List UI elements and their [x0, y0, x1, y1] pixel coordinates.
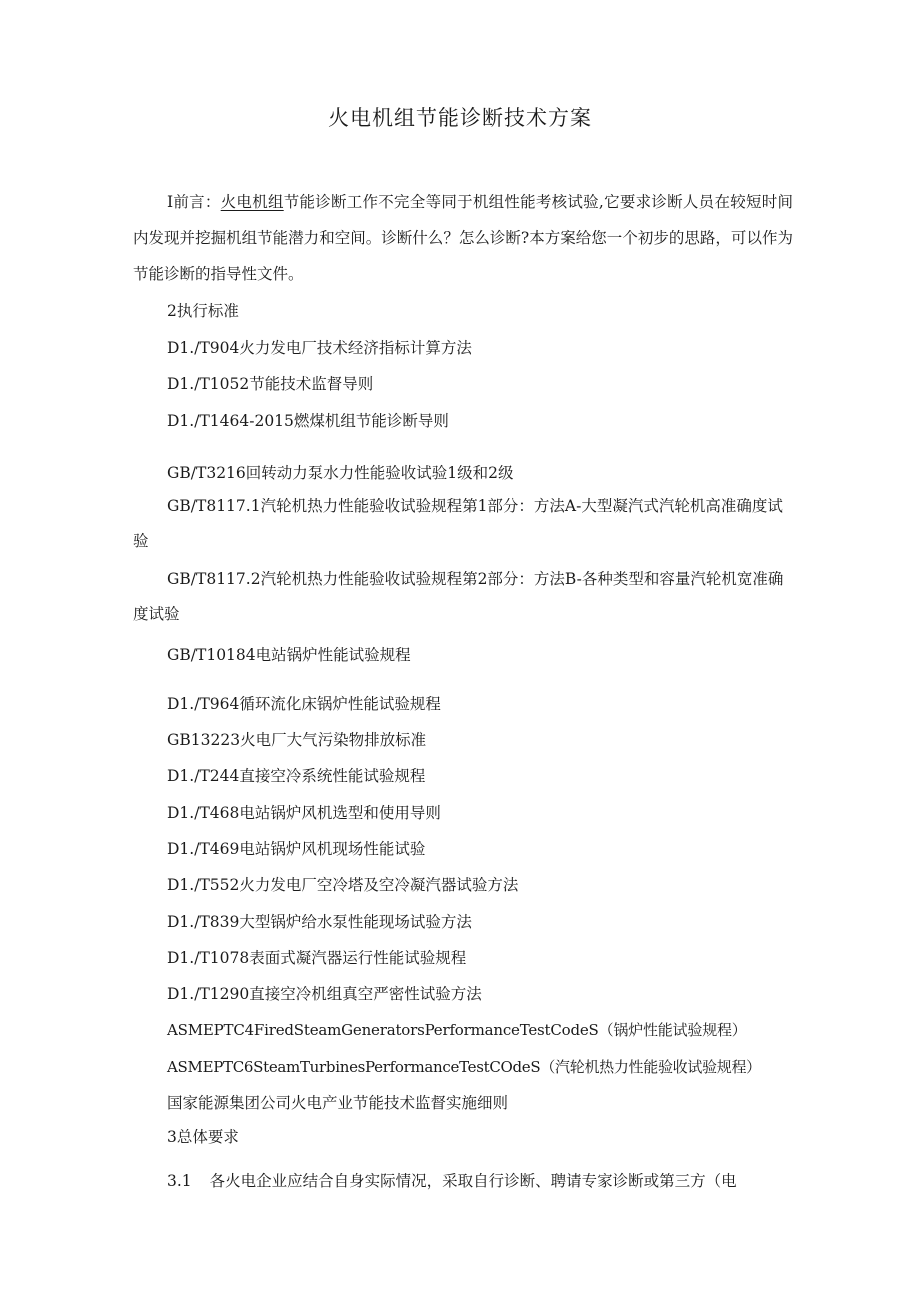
- clause-number: 3.1: [167, 1172, 192, 1190]
- standard-item: GB/T10184电站锅炉性能试验规程: [167, 646, 411, 664]
- standard-item: D1./T1464-2015燃煤机组节能诊断导则: [167, 412, 449, 430]
- standard-item: GB13223火电厂大气污染物排放标准: [167, 731, 427, 749]
- standard-item: ASMEPTC6SteamTurbinesPerformanceTestCOdeS（汽轮机热力性能验收试验规程）: [167, 1058, 761, 1076]
- standard-item: D1./T468电站锅炉风机选型和使用导则: [167, 804, 441, 822]
- standard-item: D1./T904火力发电厂技术经济指标计算方法: [167, 339, 472, 357]
- standard-item: D1./T1052节能技术监督导则: [167, 375, 374, 393]
- standard-item: D1./T552火力发电厂空冷塔及空冷凝汽器试验方法: [167, 876, 519, 894]
- section-heading-3: 3总体要求: [167, 1128, 239, 1146]
- intro-paragraph: [133, 184, 793, 292]
- section-heading-2: 2执行标准: [167, 302, 239, 320]
- standard-item: D1./T1078表面式凝汽器运行性能试验规程: [167, 949, 467, 967]
- intro-prefix: I前言：: [167, 193, 221, 211]
- standard-item: GB/T8117.2汽轮机热力性能验收试验规程第2部分：方法B-各种类型和容量汽轮机宽准确度试验: [133, 570, 784, 623]
- standard-item: D1./T839大型锅炉给水泵性能现场试验方法: [167, 913, 472, 931]
- standard-item: D1./T244直接空冷系统性能试验规程: [167, 767, 426, 785]
- standard-item: GB/T8117.1汽轮机热力性能验收试验规程第1部分：方法A-大型凝汽式汽轮机高准确度试验: [133, 497, 783, 550]
- standard-item: ASMEPTC4FiredSteamGeneratorsPerformanceTestCodeS（锅炉性能试验规程）: [167, 1021, 747, 1039]
- clause-3-1: [167, 1170, 737, 1192]
- document-title: 火电机组节能诊断技术方案: [328, 106, 592, 130]
- intro-link[interactable]: 火电机组: [220, 193, 284, 211]
- intro-text: 节能诊断工作不完全等同于机组性能考核试验,它要求诊断人员在较短时间内发现并挖掘机组节能潜力和空间。诊断什么？怎么诊断?本方案给您一个初步的思路，可以作为节能诊断的指导性文件。: [133, 193, 793, 283]
- standard-item: D1./T469电站锅炉风机现场性能试验: [167, 840, 426, 858]
- standard-item: D1./T1290直接空冷机组真空严密性试验方法: [167, 985, 482, 1003]
- clause-text: 各火电企业应结合自身实际情况，采取自行诊断、聘请专家诊断或第三方（电: [209, 1172, 737, 1190]
- standard-item: GB/T3216回转动力泵水力性能验收试验1级和2级: [167, 464, 514, 482]
- standard-item: D1./T964循环流化床锅炉性能试验规程: [167, 695, 441, 713]
- standard-item: 国家能源集团公司火电产业节能技术监督实施细则: [167, 1094, 509, 1112]
